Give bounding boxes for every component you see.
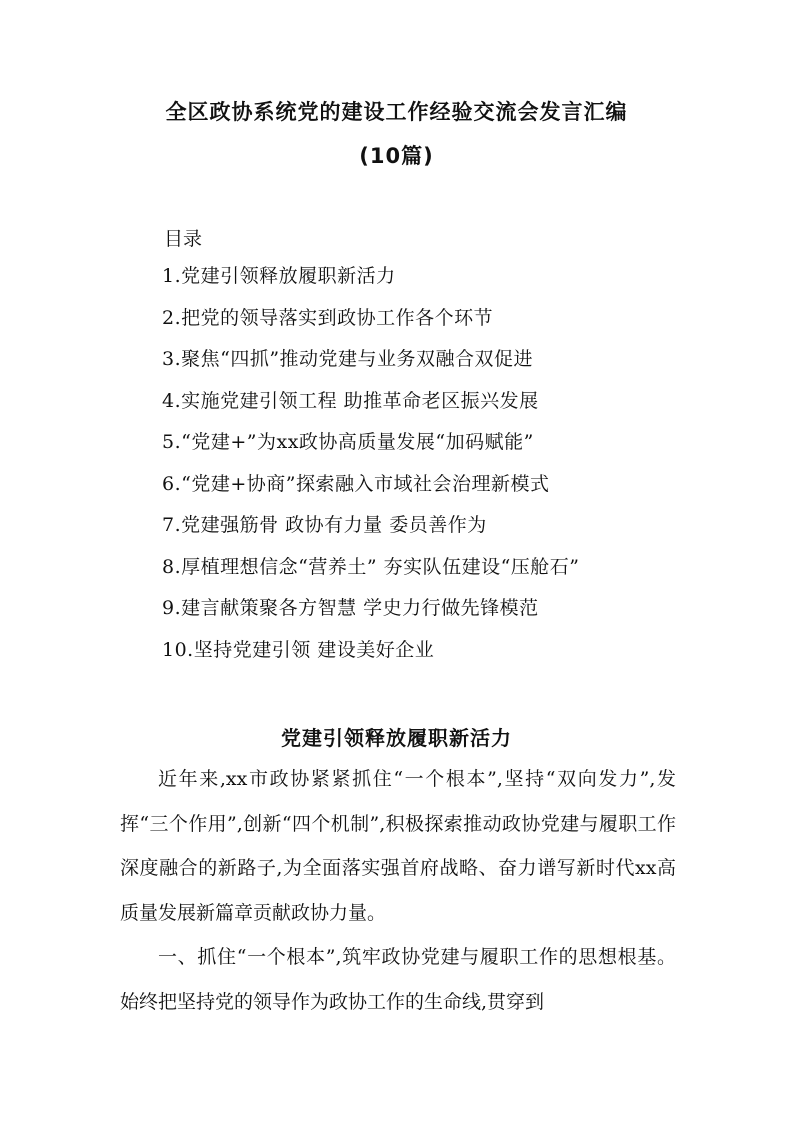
toc-item: 8.厚植理想信念“营养土” 夯实队伍建设“压舱石”: [162, 555, 580, 578]
toc-item: 10.坚持党建引领 建设美好企业: [162, 638, 435, 661]
document-subtitle: (10篇): [359, 144, 434, 168]
section-title: 党建引领释放履职新活力: [281, 726, 512, 750]
toc-item: 7.党建强筋骨 政协有力量 委员善作为: [162, 514, 487, 536]
body-paragraph: 近年来,xx市政协紧紧抓住“一个根本”,坚持“双向发力”,发挥“三个作用”,创新“四个机制”,积极探索推动政协党建与履职工作深度融合的新路子,为全面落实强首府战略、奋力谱写新时代xx高质量发展新篇章贡献政协力量。: [120, 768, 676, 924]
table-of-contents: [162, 262, 580, 677]
toc-item: 3.聚焦“四抓”推动党建与业务双融合双促进: [162, 348, 534, 370]
toc-heading: 目录: [164, 228, 203, 250]
body-paragraph: 一、抓住“一个根本”,筑牢政协党建与履职工作的思想根基。始终把坚持党的领导作为政协工作的生命线,贯穿到: [120, 946, 676, 1013]
toc-item: 4.实施党建引领工程 助推革命老区振兴发展: [162, 389, 539, 412]
toc-item: 6.“党建+协商”探索融入市域社会治理新模式: [162, 472, 550, 495]
toc-item: 1.党建引领释放履职新活力: [162, 265, 396, 287]
toc-item: 5.“党建+”为xx政协高质量发展“加码赋能”: [162, 431, 534, 453]
document-title: 全区政协系统党的建设工作经验交流会发言汇编: [165, 100, 628, 124]
toc-item: 9.建言献策聚各方智慧 学史力行做先锋模范: [162, 597, 539, 619]
toc-item: 2.把党的领导落实到政协工作各个环节: [162, 306, 494, 329]
